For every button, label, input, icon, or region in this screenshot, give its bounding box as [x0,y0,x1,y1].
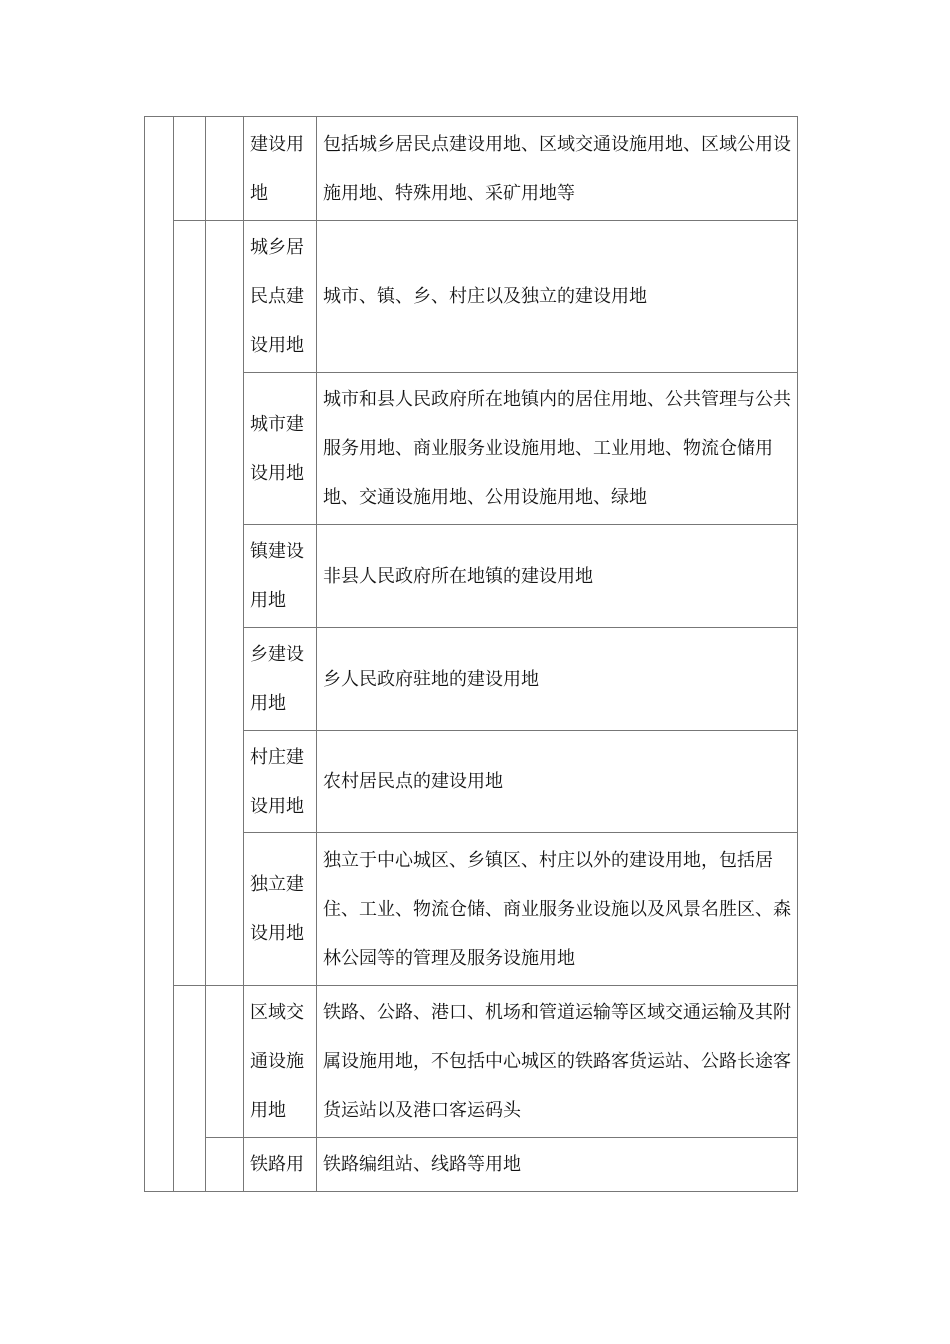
category-name: 城乡居民点建设用地 [244,221,317,373]
category-name: 铁路用 [244,1138,317,1192]
category-name: 村庄建设用地 [244,731,317,833]
category-name: 建设用地 [244,117,317,221]
land-use-table [144,116,798,1192]
category-description: 包括城乡居民点建设用地、区域交通设施用地、区域公用设施用地、特殊用地、采矿用地等 [317,117,798,221]
category-name: 区域交通设施用地 [244,986,317,1138]
category-name: 乡建设用地 [244,628,317,731]
table-row [145,1138,798,1192]
category-description: 农村居民点的建设用地 [317,731,798,833]
category-name: 镇建设用地 [244,525,317,628]
category-description: 乡人民政府驻地的建设用地 [317,628,798,731]
category-description: 铁路编组站、线路等用地 [317,1138,798,1192]
code-cell-level1 [145,117,174,1192]
category-description: 铁路、公路、港口、机场和管道运输等区域交通运输及其附属设施用地，不包括中心城区的铁路客货运站、公路长途客货运站以及港口客运码头 [317,986,798,1138]
code-cell-level3 [206,986,244,1138]
category-description: 独立于中心城区、乡镇区、村庄以外的建设用地，包括居住、工业、物流仓储、商业服务业设施以及风景名胜区、森林公园等的管理及服务设施用地 [317,833,798,986]
code-cell-level3 [206,117,244,221]
table-row [145,117,798,221]
table-row [145,986,798,1138]
code-cell-level3 [206,221,244,986]
category-description: 城市和县人民政府所在地镇内的居住用地、公共管理与公共服务用地、商业服务业设施用地、工业用地、物流仓储用地、交通设施用地、公用设施用地、绿地 [317,373,798,525]
code-cell-level2 [174,221,206,986]
category-description: 城市、镇、乡、村庄以及独立的建设用地 [317,221,798,373]
code-cell-level3 [206,1138,244,1192]
category-description: 非县人民政府所在地镇的建设用地 [317,525,798,628]
category-name: 独立建设用地 [244,833,317,986]
category-name: 城市建设用地 [244,373,317,525]
table-row [145,221,798,373]
code-cell-level2 [174,117,206,221]
code-cell-level2 [174,986,206,1192]
